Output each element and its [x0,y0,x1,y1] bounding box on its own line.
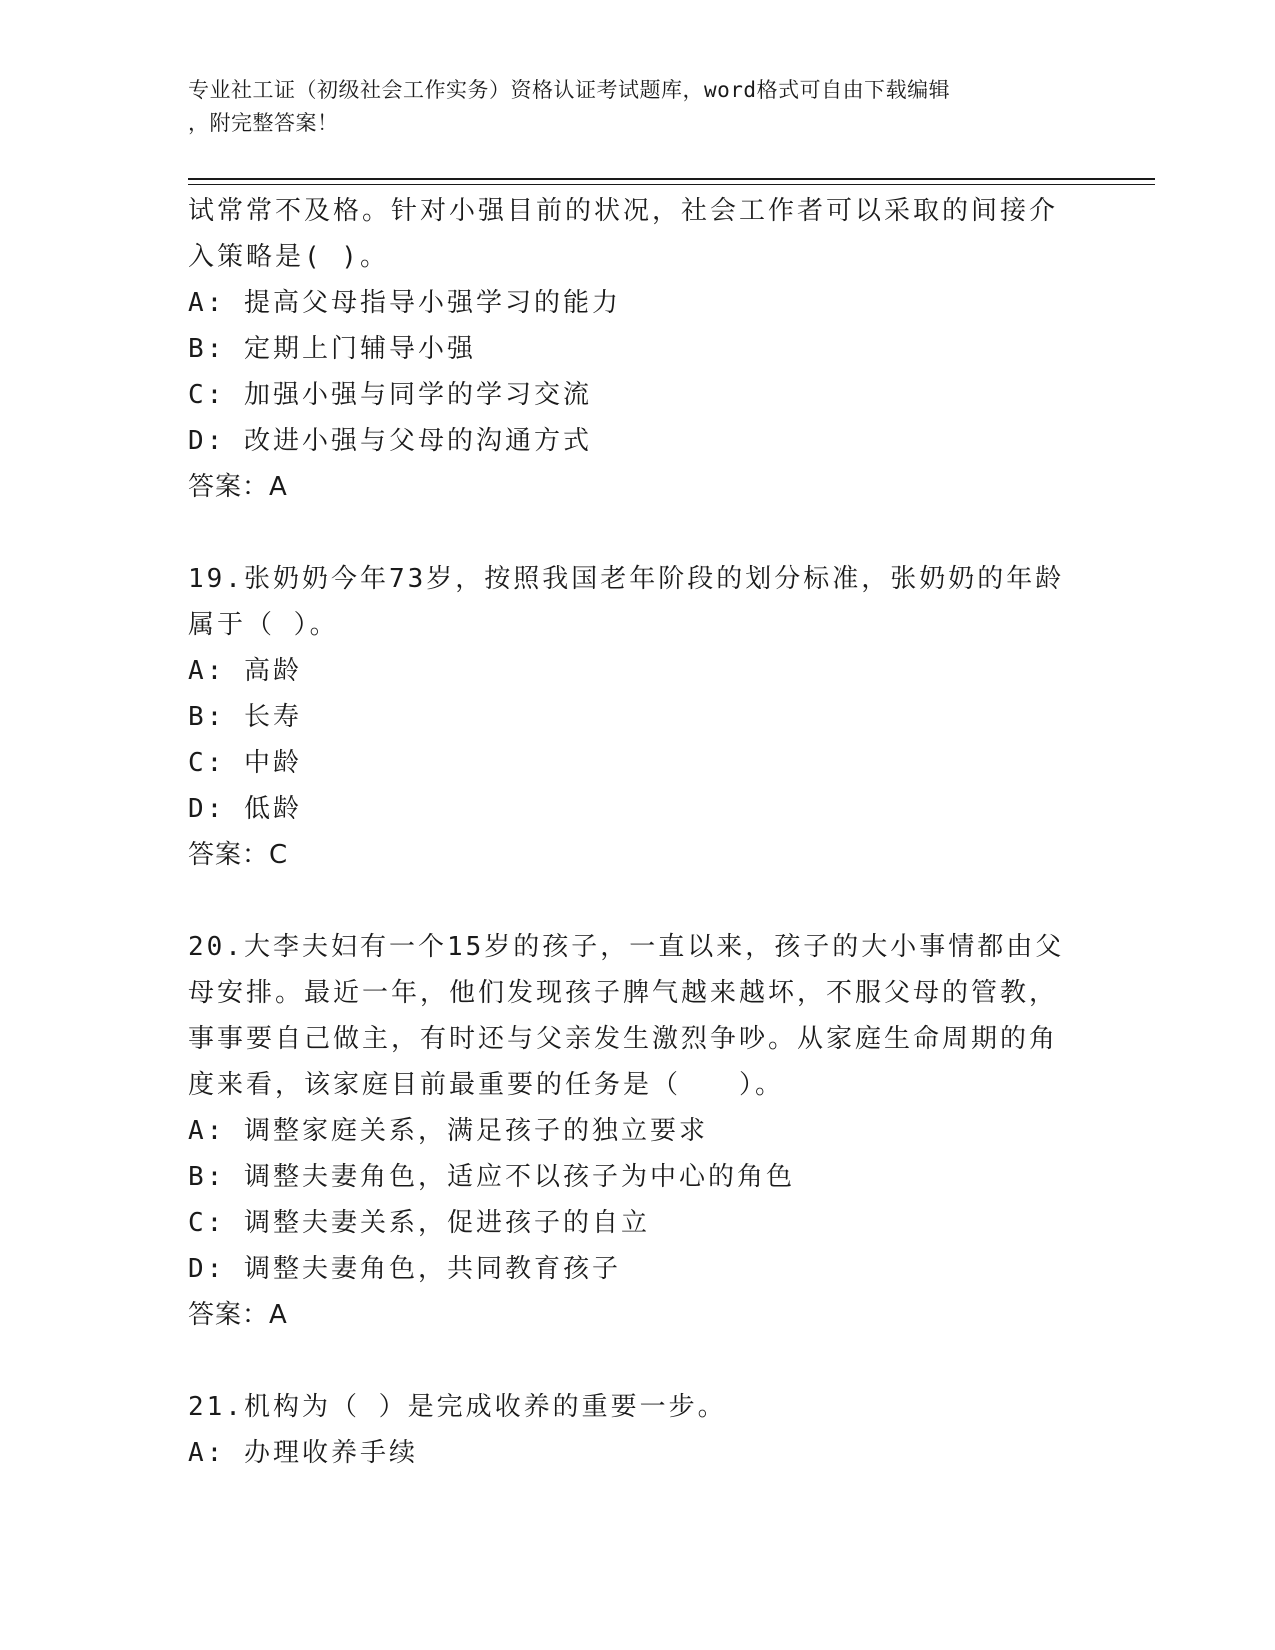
question-stem-line: 事事要自己做主，有时还与父亲发生激烈争吵。从家庭生命周期的角 [188,1024,1059,1054]
document-body [188,188,1088,1476]
option-a: A: 高龄 [188,656,302,686]
answer-line: 答案：A [188,1300,288,1330]
header-divider-thin [188,184,1155,185]
spacer [188,878,1088,924]
option-a: A: 办理收养手续 [188,1438,418,1468]
spacer [188,510,1088,556]
spacer [188,1338,1088,1384]
header-line-2: ，附完整答案！ [188,111,339,135]
question-stem-line: 母安排。最近一年，他们发现孩子脾气越来越坏，不服父母的管教， [188,978,1059,1008]
option-b: B: 定期上门辅导小强 [188,334,476,364]
option-b: B: 长寿 [188,702,302,732]
option-d: D: 调整夫妻角色，共同教育孩子 [188,1254,621,1284]
option-c: C: 中龄 [188,748,302,778]
option-b: B: 调整夫妻角色，适应不以孩子为中心的角色 [188,1162,795,1192]
header-line-1: 专业社工证（初级社会工作实务）资格认证考试题库，word格式可自由下载编辑 [188,78,951,102]
question-18 [188,188,1088,510]
question-stem-line: 21.机构为（ ）是完成收养的重要一步。 [188,1392,727,1422]
document-header [188,74,1068,140]
option-d: D: 改进小强与父母的沟通方式 [188,426,592,456]
option-a: A: 调整家庭关系，满足孩子的独立要求 [188,1116,708,1146]
question-19 [188,556,1088,878]
header-divider-thick [188,178,1155,180]
option-c: C: 加强小强与同学的学习交流 [188,380,592,410]
answer-line: 答案：C [188,840,289,870]
question-stem-line: 度来看，该家庭目前最重要的任务是（ ）。 [188,1070,785,1100]
answer-line: 答案：A [188,472,288,502]
question-20 [188,924,1088,1338]
option-c: C: 调整夫妻关系，促进孩子的自立 [188,1208,650,1238]
question-21 [188,1384,1088,1476]
question-stem-line: 试常常不及格。针对小强目前的状况，社会工作者可以采取的间接介 [188,196,1059,226]
option-a: A: 提高父母指导小强学习的能力 [188,288,621,318]
question-stem-line: 20.大李夫妇有一个15岁的孩子，一直以来，孩子的大小事情都由父 [188,932,1065,962]
question-stem-line: 19.张奶奶今年73岁，按照我国老年阶段的划分标准，张奶奶的年龄 [188,564,1065,594]
question-stem-line: 属于（ ）。 [188,610,339,640]
question-stem-line: 入策略是( )。 [188,242,389,272]
option-d: D: 低龄 [188,794,302,824]
